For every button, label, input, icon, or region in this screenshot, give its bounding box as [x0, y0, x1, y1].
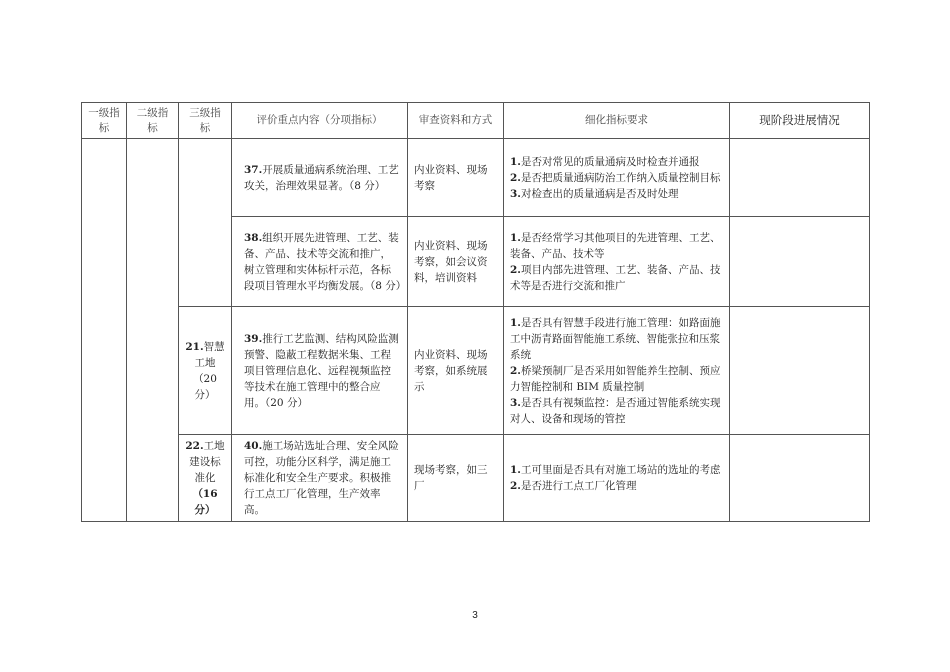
- detail-item: 1.是否对常见的质量通病及时检查并通报: [510, 155, 700, 168]
- level2-cell: [127, 139, 179, 522]
- content-cell: 37.开展质量通病系统治理、工艺攻关，治理效果显著。（8 分）: [232, 139, 408, 217]
- header-progress: 现阶段进展情况: [730, 103, 870, 139]
- docs-cell: 内业资料、现场考察，如系统展示: [408, 307, 504, 435]
- docs-cell: 内业资料、现场考察，如会议资料，培训资料: [408, 217, 504, 307]
- header-content: 评价重点内容（分项指标）: [232, 103, 408, 139]
- detail-cell: [504, 435, 730, 522]
- detail-item: 1.是否经常学习其他项目的先进管理、工艺、装备、产品、技术等: [510, 231, 721, 260]
- detail-item: 3.对检查出的质量通病是否及时处理: [510, 187, 679, 200]
- level1-cell: [82, 139, 127, 522]
- header-level1: 一级指标: [82, 103, 127, 139]
- table-row: [82, 139, 870, 217]
- progress-cell: [730, 217, 870, 307]
- header-docs: 审查资料和方式: [408, 103, 504, 139]
- docs-cell: 现场考察，如三厂: [408, 435, 504, 522]
- level3-cell: [179, 139, 232, 307]
- content-cell: 40.施工场站选址合理、安全风险可控，功能分区科学，满足施工标准化和安全生产要求。积极推行工点工厂化管理，生产效率高。: [232, 435, 408, 522]
- detail-cell: [504, 139, 730, 217]
- detail-cell: [504, 217, 730, 307]
- header-detail: 细化指标要求: [504, 103, 730, 139]
- progress-cell: [730, 307, 870, 435]
- detail-item: 2.桥梁预制厂是否采用如智能养生控制、预应力智能控制和 BIM 质量控制: [510, 364, 721, 393]
- level3-cell: 22.工地建设标准化 （16 分）: [179, 435, 232, 522]
- progress-cell: [730, 139, 870, 217]
- content-cell: 39.推行工艺监测、结构风险监测预警、隐蔽工程数据米集、工程项目管理信息化、远程视频监控等技术在施工管理中的整合应用。（20 分）: [232, 307, 408, 435]
- detail-item: 3.是否具有视频监控：是否通过智能系统实现对人、设备和现场的管控: [510, 396, 721, 425]
- page-number: 3: [472, 610, 478, 621]
- content-cell: 38.组织开展先进管理、工艺、装备、产品、技术等交流和推广，树立管理和实体标杆示范，各标段项目管理水平均衡发展。（8 分）: [232, 217, 408, 307]
- evaluation-table: [81, 102, 870, 522]
- detail-item: 2.是否进行工点工厂化管理: [510, 480, 637, 492]
- detail-item: 1.工可里面是否具有对施工场站的选址的考虑: [510, 464, 721, 476]
- detail-item: 2.项目内部先进管理、工艺、装备、产品、技术等是否进行交流和推广: [510, 263, 721, 292]
- detail-cell: [504, 307, 730, 435]
- header-level2: 二级指标: [127, 103, 179, 139]
- table-row: [82, 435, 870, 522]
- detail-item: 2.是否把质量通病防治工作纳入质量控制目标: [510, 171, 721, 184]
- docs-cell: 内业资料、现场考察: [408, 139, 504, 217]
- header-level3: 三级指标: [179, 103, 232, 139]
- progress-cell: [730, 435, 870, 522]
- table-header-row: [82, 103, 870, 139]
- table-row: [82, 307, 870, 435]
- level3-cell: 21.智慧工地 （20 分）: [179, 307, 232, 435]
- detail-item: 1.是否具有智慧手段进行施工管理：如路面施工中沥青路面智能施工系统、智能张拉和压浆系统: [510, 316, 721, 361]
